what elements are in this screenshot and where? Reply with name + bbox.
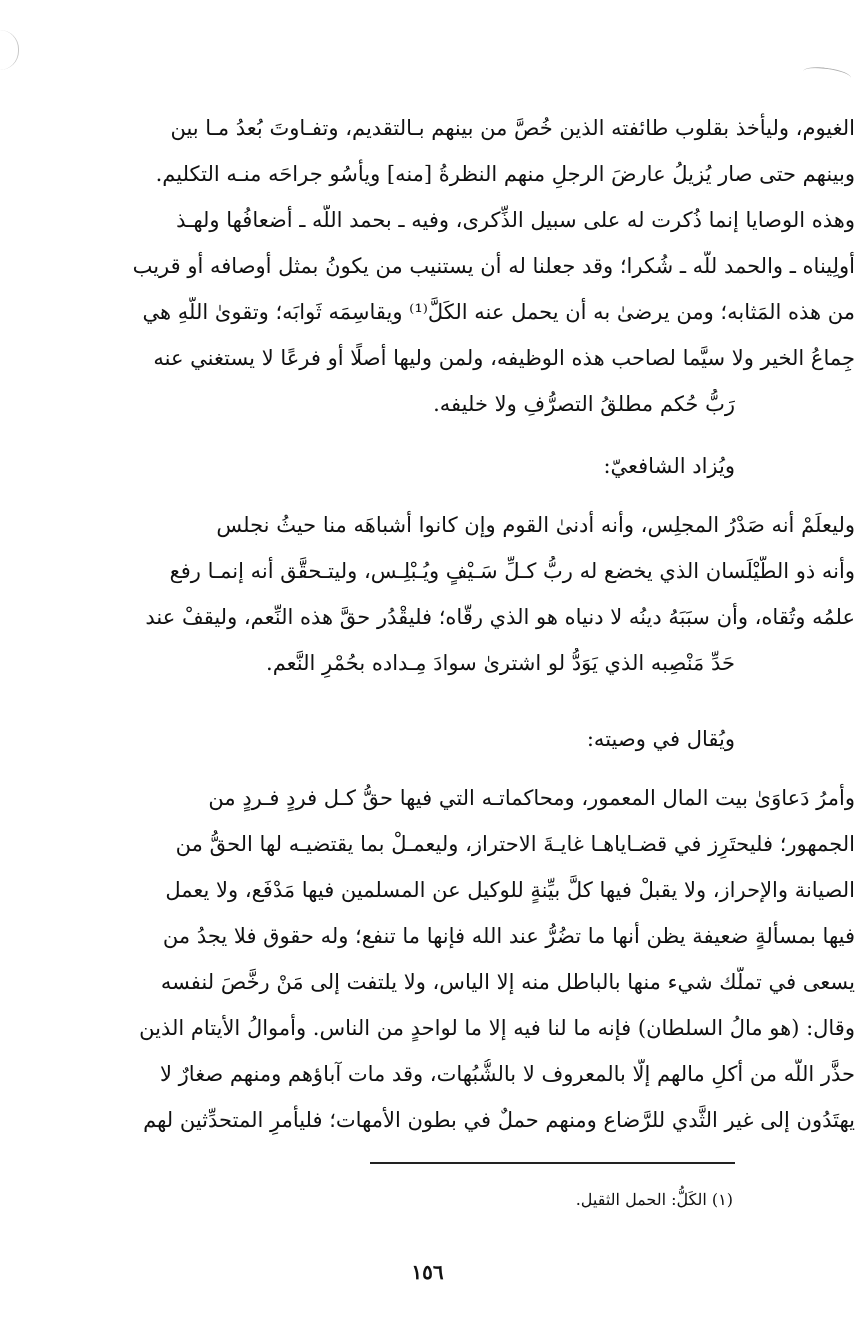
text-line: الصيانة والإحراز، ولا يقبلْ فيها كلَّ بيِّنةٍ للوكيل عن المسلمين فيها مَدْفَع، ولا يعمل <box>165 878 855 902</box>
text-line: يسعى في تملُّك شيء منها بالباطل منه إلا الياس، ولا يلتفت إلى مَنْ رخَّصَ لنفسه <box>160 970 855 994</box>
text-line: وأنه ذو الطَّيْلَسان الذي يخضع له ربُّ كـلِّ سَـيْفٍ ويُـبْلِـس، وليتـحقَّق أنه إنمـا رفع <box>169 559 855 583</box>
text-line: وقال: (هو مالُ السلطان) فإنه ما لنا فيه إلا ما لواحدٍ من الناس. وأموالُ الأيتام الذين <box>139 1016 855 1040</box>
text-line: الجمهور؛ فليحتَرِز في قضـاياهـا غايـةَ الاحتراز، وليعمـلْ بما يقتضيـه لها الحقُّ من <box>175 832 855 856</box>
section-heading: ويُزاد الشافعيّ: <box>603 454 735 478</box>
text-line: رَبُّ حُكم مطلقُ التصرُّفِ ولا خليفه. <box>433 392 735 416</box>
text-line: حَدِّ مَنْصِبه الذي يَوَدُّ لو اشترىٰ سوادَ مِـداده بحُمْرِ النَّعم. <box>266 651 735 675</box>
page-number: ١٥٦ <box>411 1260 444 1284</box>
text-line: وبينهم حتى صار يُزيلُ عارضَ الرجلِ منهم النظرةُ [منه] ويأسُو جراحَه منـه التكليم. <box>155 162 855 186</box>
text-line: جِماعُ الخير ولا سيَّما لصاحب هذه الوظيفه، ولمن وليها أصلًا أو فرعًا لا يستغني عنه <box>153 346 855 370</box>
text-line: من هذه المَثابه؛ ومن يرضىٰ به أن يحمل عنه الكَلَّ⁽¹⁾ ويقاسِمَه ثَوابَه؛ وتقوىٰ اللّهِ هي <box>142 300 855 324</box>
text-line: وليعلَمْ أنه صَدْرُ المجلِس، وأنه أدنىٰ القوم وإن كانوا أشباهَه منا حيثُ نجلس <box>216 513 855 537</box>
text-line: حذَّر اللّه من أكلِ مالهم إلّا بالمعروف لا بالشُّبُهات، وقد مات آباؤهم ومنهم صغارٌ لا <box>160 1062 855 1086</box>
text-line: علمُه وتُقاه، وأن سبَبَهُ دينُه لا دنياه هو الذي رقّاه؛ فليقْدُر حقَّ هذه النِّعم، وليقفْ عند <box>145 605 855 629</box>
footnote-separator <box>370 1162 735 1164</box>
text-line: يهتَدُون إلى غير الثَّدي للرَّضاع ومنهم حملٌ في بطون الأمهات؛ فليأمرِ المتحدِّثين لهم <box>143 1108 855 1132</box>
text-line: وأمرُ دَعاوَىٰ بيت المال المعمور، ومحاكماتـه التي فيها حقُّ كـل فردٍ فـردٍ من <box>208 786 855 810</box>
text-line: وهذه الوصايا إنما ذُكرت له على سبيل الذِّكرى، وفيه ـ بحمد اللّه ـ أضعافُها ولهـذ <box>176 208 855 232</box>
footnote: (١) الكَلُّ: الحمل الثقيل. <box>575 1190 733 1209</box>
section-heading: ويُقال في وصيته: <box>586 727 735 751</box>
page-edge-mark <box>0 30 19 70</box>
text-line: الغيوم، وليأخذ بقلوب طائفته الذين خُصَّ من بينهم بـالتقديم، وتفـاوتَ بُعدُ مـا بين <box>170 116 855 140</box>
page-corner-mark <box>802 65 851 85</box>
text-line: أولِيناه ـ والحمد للّه ـ شُكرا؛ وقد جعلنا له أن يستنيب من يكونُ بمثل أوصافه أو قريب <box>132 254 855 278</box>
text-line: فيها بمسألةٍ ضعيفة يظن أنها ما تضُرُّ عند الله فإنها ما تنفع؛ وله حقوق فلا يجدُ من <box>162 924 855 948</box>
